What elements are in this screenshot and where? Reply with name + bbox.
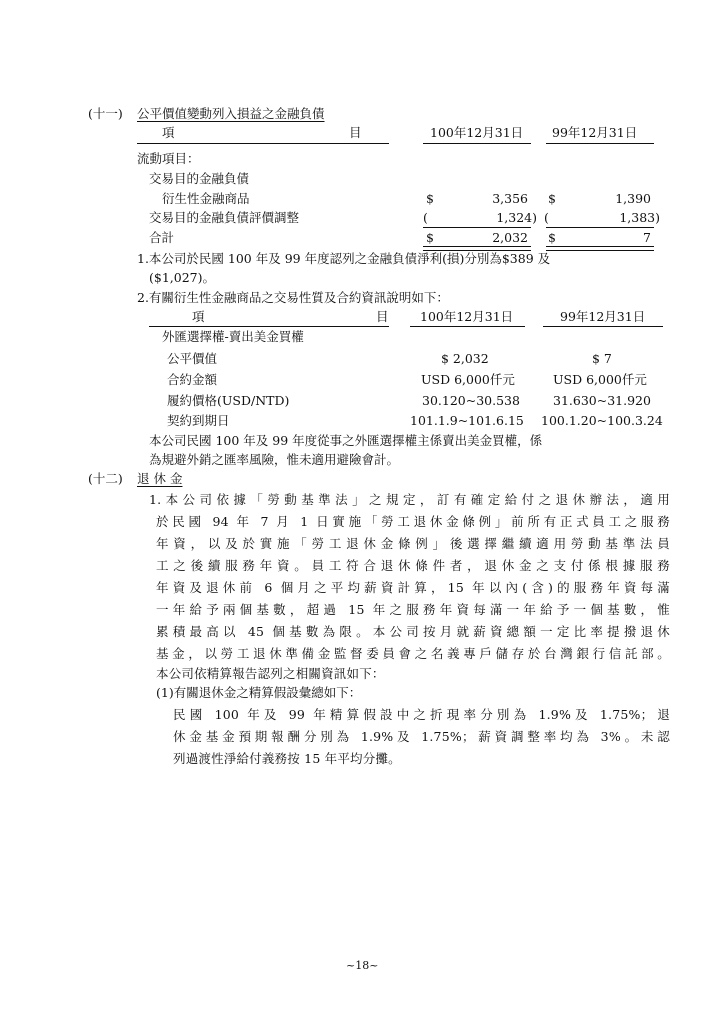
table2-fair-value-1: $ 2,032 xyxy=(441,351,489,366)
table2-strike-2: 31.630~31.920 xyxy=(553,393,651,408)
table1-total-value-2: 7 xyxy=(643,230,651,245)
table2-header-item-right: 目 xyxy=(376,309,389,324)
table2-header-col2: 99年12月31日 xyxy=(560,309,646,324)
actuarial-line-1: 民國 100 年及 99 年精算假設中之折現率分別為 1.9%及 1.75%；退 xyxy=(173,707,670,722)
table1-total-double-rule-2 xyxy=(546,246,654,251)
note-1-line-2: ($1,027)。 xyxy=(149,270,215,285)
table1-header-item-right: 目 xyxy=(349,125,362,140)
table2-maturity-2: 100.1.20~100.3.24 xyxy=(541,413,663,428)
table1-adjust-paren-2: ( xyxy=(544,210,549,225)
table2-row-strike: 履約價格(USD/NTD) xyxy=(167,393,290,408)
table2-fair-value-2: $ 7 xyxy=(592,351,612,366)
table2-contract-2: USD 6,000仟元 xyxy=(553,372,647,387)
pension-line-2: 於民國 94 年 7 月 1 日實施「勞工退休金條例」前所有正式員工之服務 xyxy=(156,514,670,529)
table1-header-item-left: 項 xyxy=(162,125,175,140)
table2-header-rule-col1 xyxy=(410,326,525,327)
table1-row-total: 合計 xyxy=(149,230,175,245)
table1-total-currency-1: $ xyxy=(426,230,434,245)
table2-header-rule-item xyxy=(149,326,389,327)
pension-line-4: 工之後續服務年資。員工符合退休條件者，退休金之支付係根據服務 xyxy=(156,558,670,573)
table2-row-maturity: 契約到期日 xyxy=(167,413,230,428)
note-1-line-1: 1.本公司於民國 100 年及 99 年度認列之金融負債淨利(損)分別為$389 及 xyxy=(137,251,551,266)
pension-line-5: 年資及退休前 6 個月之平均薪資計算，15 年以內(含)的服務年資每滿 xyxy=(156,580,670,595)
pension-line-3: 年資，以及於實施「勞工退休金條例」後選擇繼續適用勞動基準法員 xyxy=(156,536,670,551)
section-11-title: 公平價值變動列入損益之金融負債 xyxy=(137,106,325,121)
section-12-number: (十二) xyxy=(88,471,123,486)
note-2-description-line-1: 本公司民國 100 年及 99 年度從事之外匯選擇權主係賣出美金買權，係 xyxy=(149,433,543,448)
table1-row-derivative: 衍生性金融商品 xyxy=(162,191,250,206)
table1-header-rule-item xyxy=(137,143,389,144)
table1-header-rule-col2 xyxy=(546,143,654,144)
table1-row-trading: 交易目的金融負債 xyxy=(149,171,250,186)
actuarial-line-3: 列過渡性淨給付義務按 15 年平均分攤。 xyxy=(173,751,401,766)
actuarial-subheading: (1)有關退休金之精算假設彙總如下： xyxy=(156,685,362,700)
page-number: ~18~ xyxy=(346,959,379,972)
table1-row-adjust: 交易目的金融負債評價調整 xyxy=(149,210,300,225)
pension-line-9: 本公司依精算報告認列之相關資訊如下： xyxy=(156,666,385,681)
table2-strike-1: 30.120~30.538 xyxy=(422,393,520,408)
table1-derivative-currency-1: $ xyxy=(426,191,434,206)
pension-line-7: 累積最高以 45 個基數為限。本公司按月就薪資總額一定比率提撥退休 xyxy=(156,624,670,639)
table1-header-rule-col1 xyxy=(423,143,531,144)
pension-line-8: 基金，以勞工退休準備金監督委員會之名義專戶儲存於台灣銀行信託部。 xyxy=(156,646,670,661)
table1-derivative-currency-2: $ xyxy=(548,191,556,206)
table1-derivative-value-2: 1,390 xyxy=(615,191,651,206)
pension-line-6: 一年給予兩個基數，超過 15 年之服務年資每滿一年給予一個基數，惟 xyxy=(156,602,670,617)
note-2-description-line-2: 為規避外銷之匯率風險，惟未適用避險會計。 xyxy=(149,452,400,467)
table2-header-col1: 100年12月31日 xyxy=(420,309,514,324)
table1-subtotal-rule-2 xyxy=(546,227,654,228)
table1-derivative-value-1: 3,356 xyxy=(492,191,528,206)
table1-adjust-paren-1: ( xyxy=(423,210,428,225)
actuarial-line-2: 休金基金預期報酬分別為 1.9%及 1.75%；薪資調整率均為 3%。未認 xyxy=(173,729,670,744)
pension-line-1: 1.本公司依據「勞動基準法」之規定，訂有確定給付之退休辦法，適用 xyxy=(149,492,670,507)
table2-maturity-1: 101.1.9~101.6.15 xyxy=(410,413,524,428)
note-2: 2.有關衍生性金融商品之交易性質及合約資訊說明如下： xyxy=(137,290,449,305)
section-11-number: (十一) xyxy=(88,106,123,121)
table1-adjust-value-2: 1,383) xyxy=(619,210,660,225)
table1-header-col1: 100年12月31日 xyxy=(430,125,524,140)
table1-total-currency-2: $ xyxy=(548,230,556,245)
table2-contract-1: USD 6,000仟元 xyxy=(421,372,515,387)
table2-header-rule-col2 xyxy=(543,326,663,327)
table1-total-value-1: 2,032 xyxy=(492,230,528,245)
table1-row-current: 流動項目： xyxy=(137,151,200,166)
table2-row-fair-value: 公平價值 xyxy=(167,351,218,366)
table1-header-col2: 99年12月31日 xyxy=(552,125,638,140)
table2-row-contract: 合約金額 xyxy=(167,372,218,387)
table2-header-item-left: 項 xyxy=(192,309,205,324)
table1-subtotal-rule-1 xyxy=(423,227,531,228)
section-12-title: 退 休 金 xyxy=(137,471,183,486)
table2-group-title: 外匯選擇權-賣出美金買權 xyxy=(162,329,304,344)
table1-adjust-value-1: 1,324) xyxy=(496,210,537,225)
